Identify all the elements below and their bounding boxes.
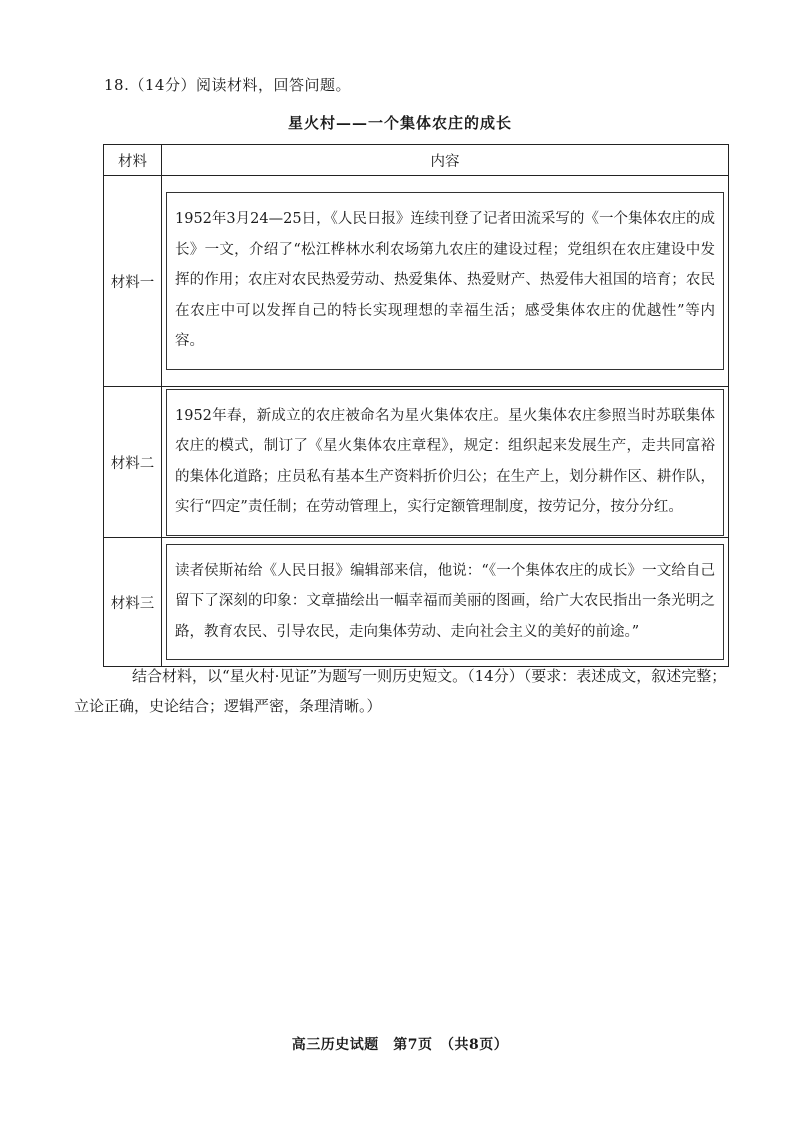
material-label: 材料一 — [104, 176, 162, 387]
material-content-cell — [162, 387, 729, 538]
column-header-content: 内容 — [162, 145, 729, 176]
column-header-material: 材料 — [104, 145, 162, 176]
task-instruction-line2: 立论正确，史论结合；逻辑严密，条理清晰。） — [74, 697, 382, 715]
table-title: 星火村——一个集体农庄的成长 — [287, 114, 512, 132]
material-content: 读者侯斯祐给《人民日报》编辑部来信，他说：“《一个集体农庄的成长》一文给自己留下了深刻的印象：文章描绘出一幅幸福而美丽的图画，给广大农民指出一条光明之路，教育农民、引导农民，走向集体劳动、走向社会主义的美好的前途。” — [166, 544, 724, 661]
material-content: 1952年3月24—25日，《人民日报》连续刊登了记者田流采写的《一个集体农庄的成长》一文，介绍了“松江桦林水利农场第九农庄的建设过程；党组织在农庄建设中发挥的作用；农庄对农民热爱劳动、热爱集体、热爱财产、热爱伟大祖国的培育；农民在农庄中可以发挥自己的特长实现理想的幸福生活；感受集体农庄的优越性”等内容。 — [166, 192, 724, 370]
table-row — [104, 538, 729, 667]
table-row — [104, 387, 729, 538]
material-content-cell — [162, 538, 729, 667]
question-header: 18.（14分）阅读材料，回答问题。 — [104, 76, 351, 94]
material-label: 材料三 — [104, 538, 162, 667]
material-content-cell — [162, 176, 729, 387]
table-header-row — [104, 145, 729, 176]
materials-table — [103, 144, 729, 667]
page-footer: 高三历史试题 第7页 （共8页） — [291, 1037, 509, 1053]
material-content: 1952年春，新成立的农庄被命名为星火集体农庄。星火集体农庄参照当时苏联集体农庄的模式，制订了《星火集体农庄章程》，规定：组织起来发展生产，走共同富裕的集体化道路；庄员私有基本生产资料折价归公；在生产上，划分耕作区、耕作队，实行“四定”责任制；在劳动管理上，实行定额管理制度，按劳记分，按分分红。 — [166, 389, 724, 536]
task-instruction-line1: 结合材料，以“星火村·见证”为题写一则历史短文。（14分）（要求：表述成文，叙述完整； — [132, 667, 727, 685]
material-label: 材料二 — [104, 387, 162, 538]
table-row — [104, 176, 729, 387]
